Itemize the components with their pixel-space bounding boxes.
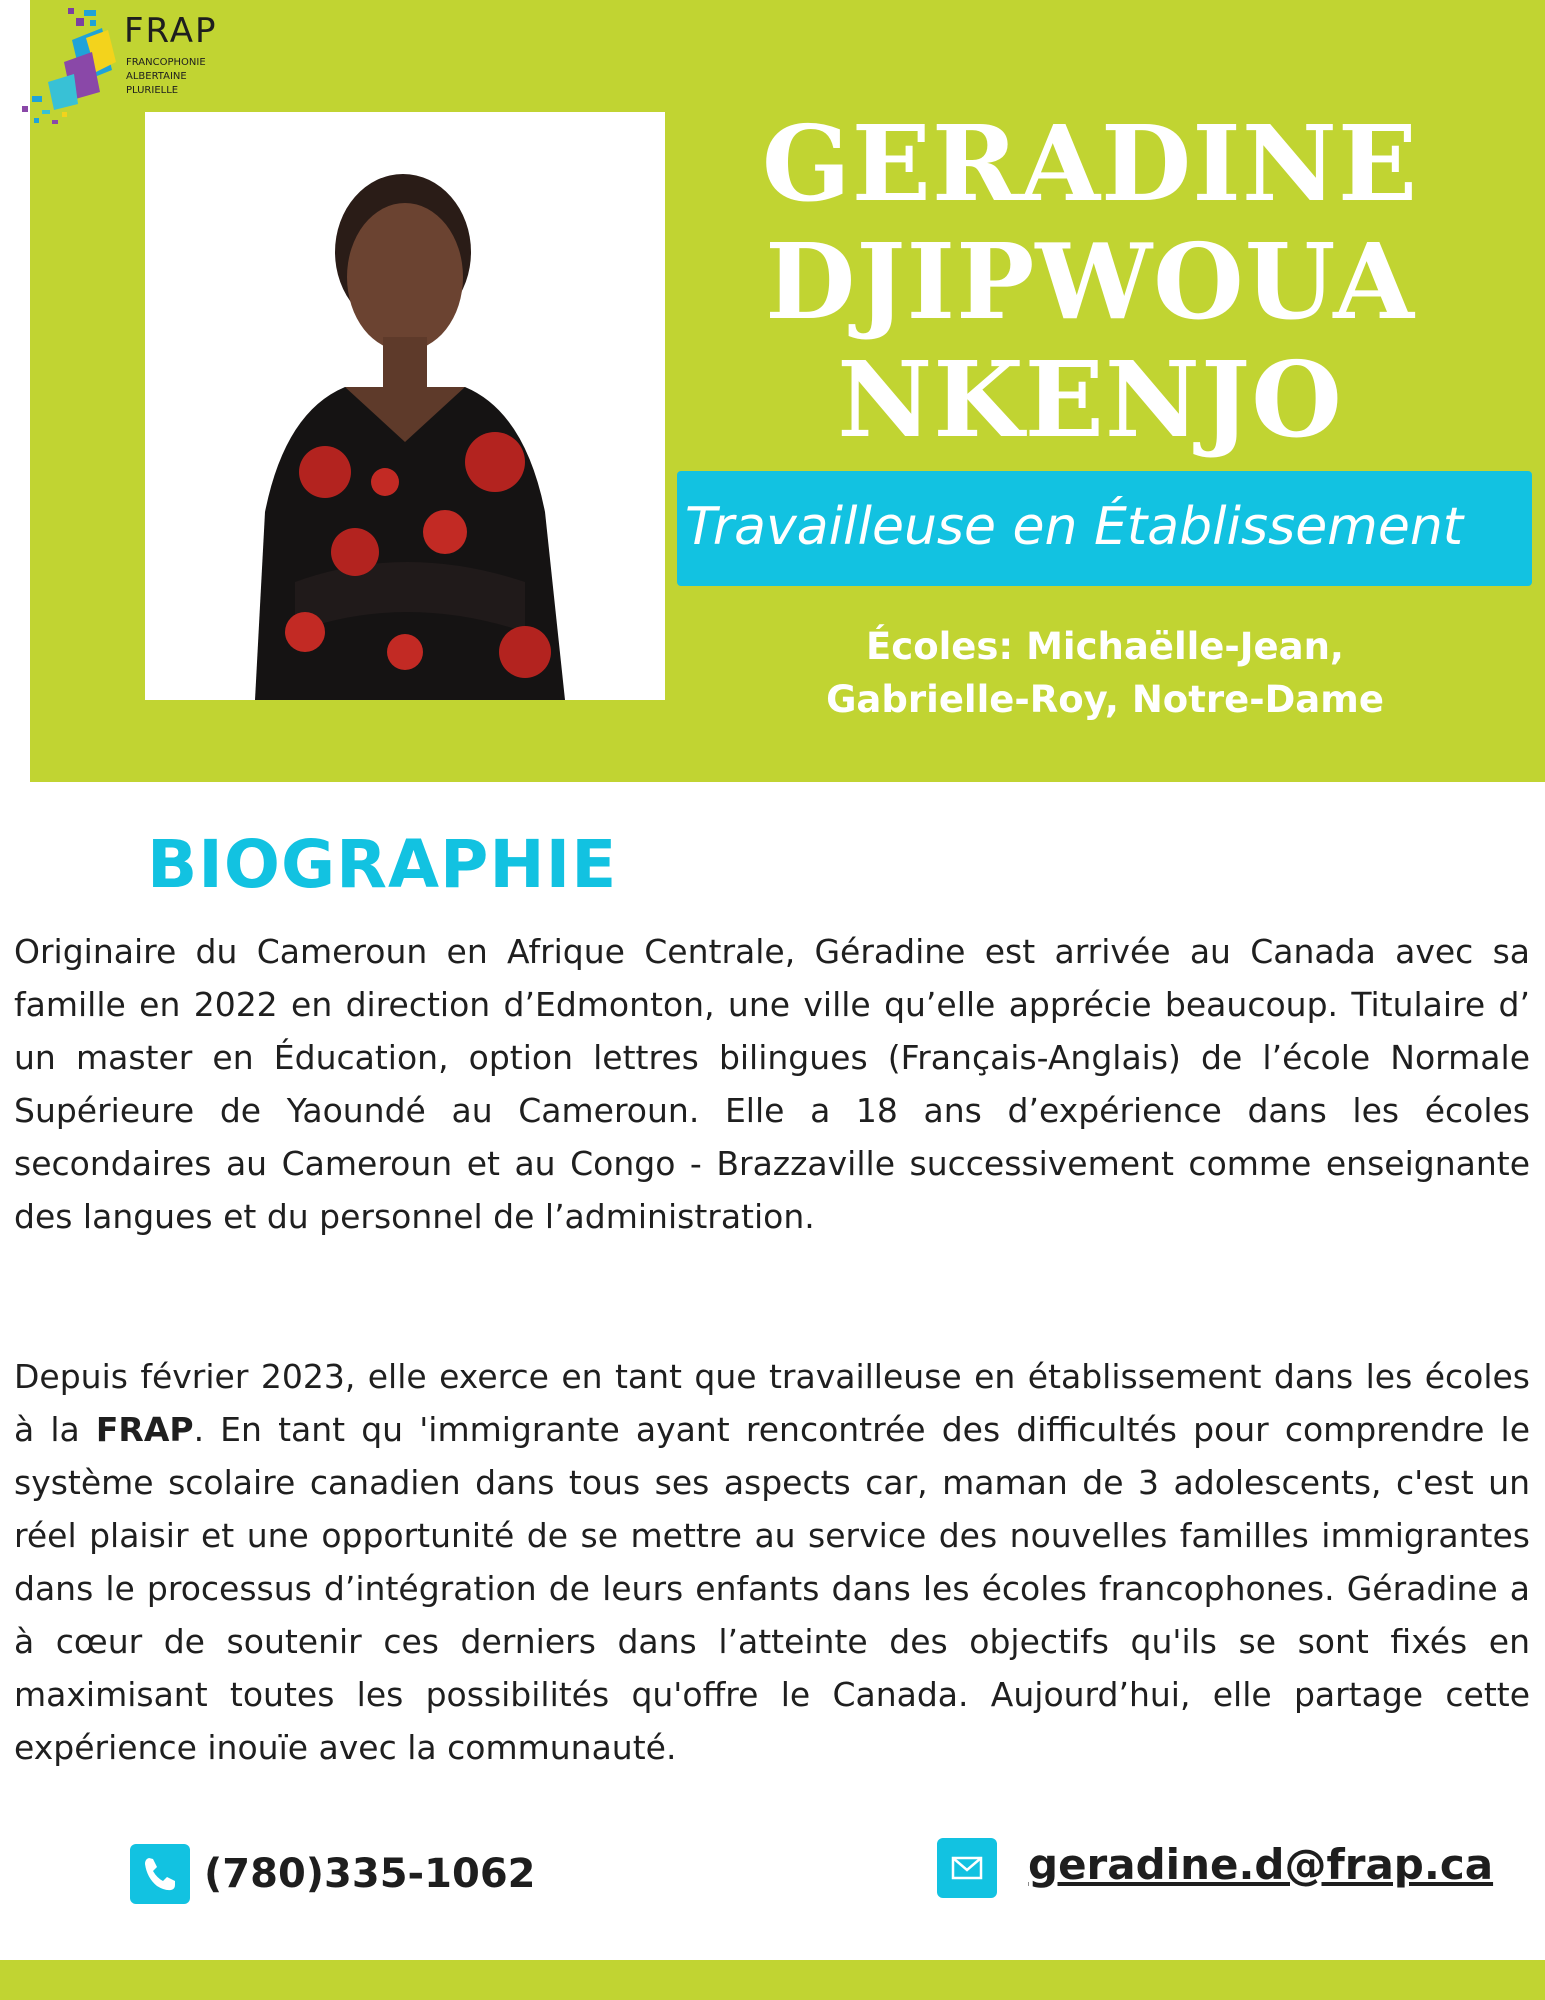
schools-line: Gabrielle-Roy, Notre-Dame [826,678,1384,721]
bio-text: . En tant qu 'immigrante ayant rencontrée des difficultés pour comprendre le système scolaire canadien dans tous ses aspects car, maman de 3 adolescents, c'est un réel plaisir et une opportunité de se mettre au service des nouvelles familles immigrantes dans le processus d’intégration de leurs enfants dans les écoles francophones. Géradine a à cœur de soutenir ces derniers dans l’atteinte des objectifs qu'ils se sont fixés en maximisant toutes les possibilités qu'offre le Canada. Aujourd’hui, elle partage cette expérience inouïe avec la communauté. [14,1410,1531,1767]
biography-paragraph-2 [14,1350,1530,1774]
person-name [680,102,1500,461]
role-banner [677,471,1532,586]
logo-line: FRANCOPHONIE [126,57,206,68]
portrait-illustration [145,112,665,700]
footer-bar [0,1960,1545,2000]
phone-icon [130,1844,190,1904]
envelope-icon [937,1838,997,1898]
logo-subtitle [126,56,206,98]
logo-wordmark: FRAP [124,11,218,51]
name-line: NKENJO [837,338,1343,461]
logo-line: ALBERTAINE [126,71,187,82]
bio-org-name: FRAP [95,1410,194,1449]
biography-paragraph-1: Originaire du Cameroun en Afrique Centrale, Géradine est arrivée au Canada avec sa famille en 2022 en direction d’Edmonton, une ville qu’elle apprécie beaucoup. Titulaire d’ un master en Éducation, option lettres bilingues (Français-Anglais) de l’école Normale Supérieure de Yaoundé au Cameroun. Elle a 18 ans d’expérience dans les écoles secondaires au Cameroun et au Congo - Brazzaville successivement comme enseignante des langues et du personnel de l’administration. [14,932,1530,1236]
logo-mark-icon [12,0,122,132]
role-title: Travailleuse en Établissement [685,497,1464,557]
biography-heading: BIOGRAPHIE [147,826,618,903]
schools-list [740,620,1470,726]
name-line: DJIPWOUA [765,220,1415,343]
name-line: GERADINE [761,102,1419,225]
email-link[interactable]: geradine.d@frap.ca [1028,1840,1494,1889]
portrait-photo [145,112,665,700]
bio-text: Depuis février 2023, elle exerce en tant que travailleuse en établissement dans les écoles à la [14,1357,1530,1449]
phone-number[interactable]: (780)335-1062 [204,1851,536,1897]
logo-line: PLURIELLE [126,85,179,96]
schools-line: Écoles: Michaëlle-Jean, [866,625,1344,668]
